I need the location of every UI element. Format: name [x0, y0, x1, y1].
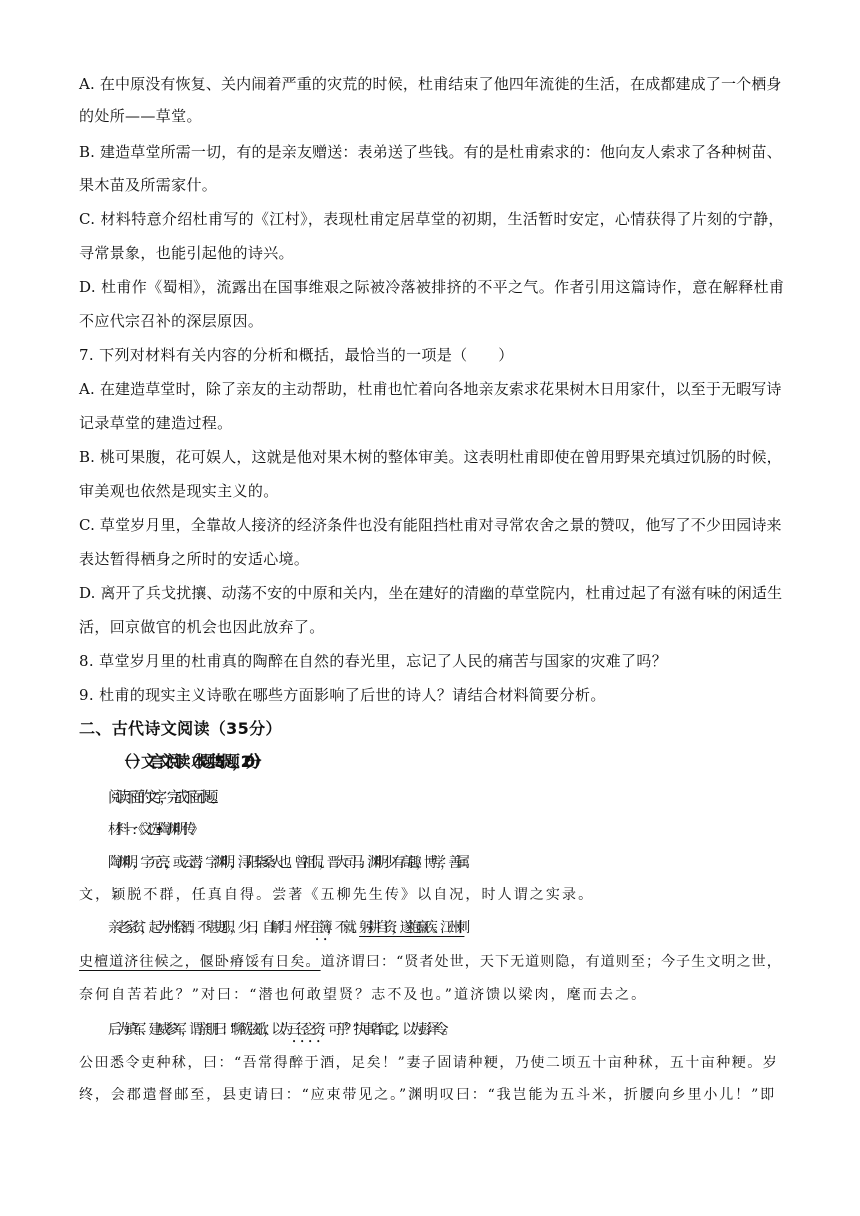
dotted-term-zhubu: 主簿	[310, 920, 327, 936]
passage-p3-line1	[108, 1020, 813, 1046]
q7-option-a-line2: 记录草堂的建造过程。	[79, 414, 233, 432]
p2-text-segment: 道济谓曰：“贤者处世，天下无道则隐，有道则至；今子生文明之世，	[320, 954, 782, 970]
p3-text-segment: 后为镇军、建威参军，谓亲朋曰：“聊欲弦歌，以为	[108, 1022, 288, 1038]
section2-title: 二、古代诗文阅读（35分）	[79, 719, 282, 738]
passage-p3-line2: 公田悉令吏种秫，曰：“吾常得醉于酒，足矣！”妻子固请种粳，乃使二顷五十亩种秫，五十亩种粳。岁	[79, 1055, 779, 1071]
q9-text: 9. 杜甫的现实主义诗歌在哪些方面影响了后世的诗人？请结合材料简要分析。	[79, 686, 606, 704]
passage-p1-line2: 文，颖脱不群，任真自得。尝著《五柳先生传》以自况，时人谓之实录。	[79, 887, 595, 903]
passage-p2-line3: 奈何自苦若此？”对曰：“潜也何敢望贤？志不及也。”道济馈以梁肉，麾而去之。	[79, 987, 648, 1003]
underlined-sentence: 史檀道济往候之，偃卧瘠馁有日矣。	[79, 954, 321, 970]
dotted-term-sanjing: 三径之资	[287, 1022, 320, 1038]
passage-p3-line3: 终，会郡遣督邮至，县吏请曰：“应束带见之。”渊明叹曰：“我岂能为五斗米，折腰向乡里小儿！”即	[79, 1087, 777, 1103]
passage-p2-line2	[79, 952, 784, 972]
q6-option-d-line2: 不应代宗召补的深层原因。	[79, 312, 264, 330]
passage-p2-line1	[108, 918, 813, 944]
q6-option-a-line1: A. 在中原没有恢复、关内闹着严重的灾荒的时候，杜甫结束了他四年流徙的生活，在成都建成了一个栖身	[79, 75, 782, 93]
q6-option-a-line2: 的处所——草堂。	[79, 107, 202, 125]
q6-option-b-line2: 果木苗及所需家什。	[79, 176, 218, 194]
q6-option-d-line1: D. 杜甫作《蜀相》，流露出在国事维艰之际被冷落被排挤的不平之气。作者引用这篇诗作，意在解释杜甫	[79, 278, 785, 296]
q7-option-c-line1: C. 草堂岁月里，全靠故人接济的经济条件也没有能阻挡杜甫对寻常农舍之景的赞叹，他写了不少田园诗来	[79, 516, 782, 534]
q7-option-a-line1: A. 在建造草堂时，除了亲友的主动帮助，杜甫也忙着向各地亲友索求花果树木日用家什，以至于无暇写诗	[79, 380, 782, 398]
q7-option-b-line2: 审美观也依然是现实主义的。	[79, 482, 279, 500]
passage-p1-line1: 陶渊明，字元亮，或云潜，字渊明，浔阳柴桑人也。曾祖侃，晋大司马。渊明少有高趣，博学，善属	[108, 855, 465, 871]
p2-text-segment: ，不就。	[326, 920, 360, 936]
q7-option-d-line2: 活，回京做官的机会也因此放弃了。	[79, 618, 325, 636]
q6-option-b-line1: B. 建造草堂所需一切，有的是亲友赠送：表弟送了些钱。有的是杜甫索求的：他向友人索求了各种树苗、	[79, 143, 782, 161]
reading-instruction: 阅读下面的文字，完成下面小题。	[108, 788, 219, 806]
q7-option-c-line2: 表达暂得栖身之所时的安适心境。	[79, 550, 310, 568]
q6-option-c-line2: 寻常景象，也能引起他的诗兴。	[79, 244, 294, 262]
sub1-title: （一）文言文阅读（本题共 5 小题，20 分）	[116, 752, 263, 771]
underlined-sentence: 躬耕自资，遂抱羸疾。江州刺	[359, 920, 465, 936]
p3-text-segment: ，可乎？”执事者闻之，以为彭泽令。	[319, 1022, 451, 1038]
material1-title: 材料一:《文选•陶渊明传》	[108, 822, 199, 838]
q7-option-b-line1: B. 桃可果腹，花可娱人，这就是他对果木树的整体审美。这表明杜甫即使在曾用野果充填过饥肠的时候，	[79, 448, 782, 466]
q7-stem: 7. 下列对材料有关内容的分析和概括，最恰当的一项是（ ）	[79, 346, 514, 364]
q7-option-d-line1: D. 离开了兵戈扰攘、动荡不安的中原和关内，坐在建好的清幽的草堂院内，杜甫过起了有滋有味的闲适生	[79, 584, 783, 602]
p2-text-segment: 亲老家贫，起为州祭酒，不堪吏职，少日，自解归。州召	[108, 920, 311, 936]
q6-option-c-line1: C. 材料特意介绍杜甫写的《江村》，表现杜甫定居草堂的初期，生活暂时安定，心情获得了片刻的宁静，	[79, 210, 784, 228]
q8-text: 8. 草堂岁月里的杜甫真的陶醉在自然的春光里，忘记了人民的痛苦与国家的灾难了吗？	[79, 652, 668, 670]
